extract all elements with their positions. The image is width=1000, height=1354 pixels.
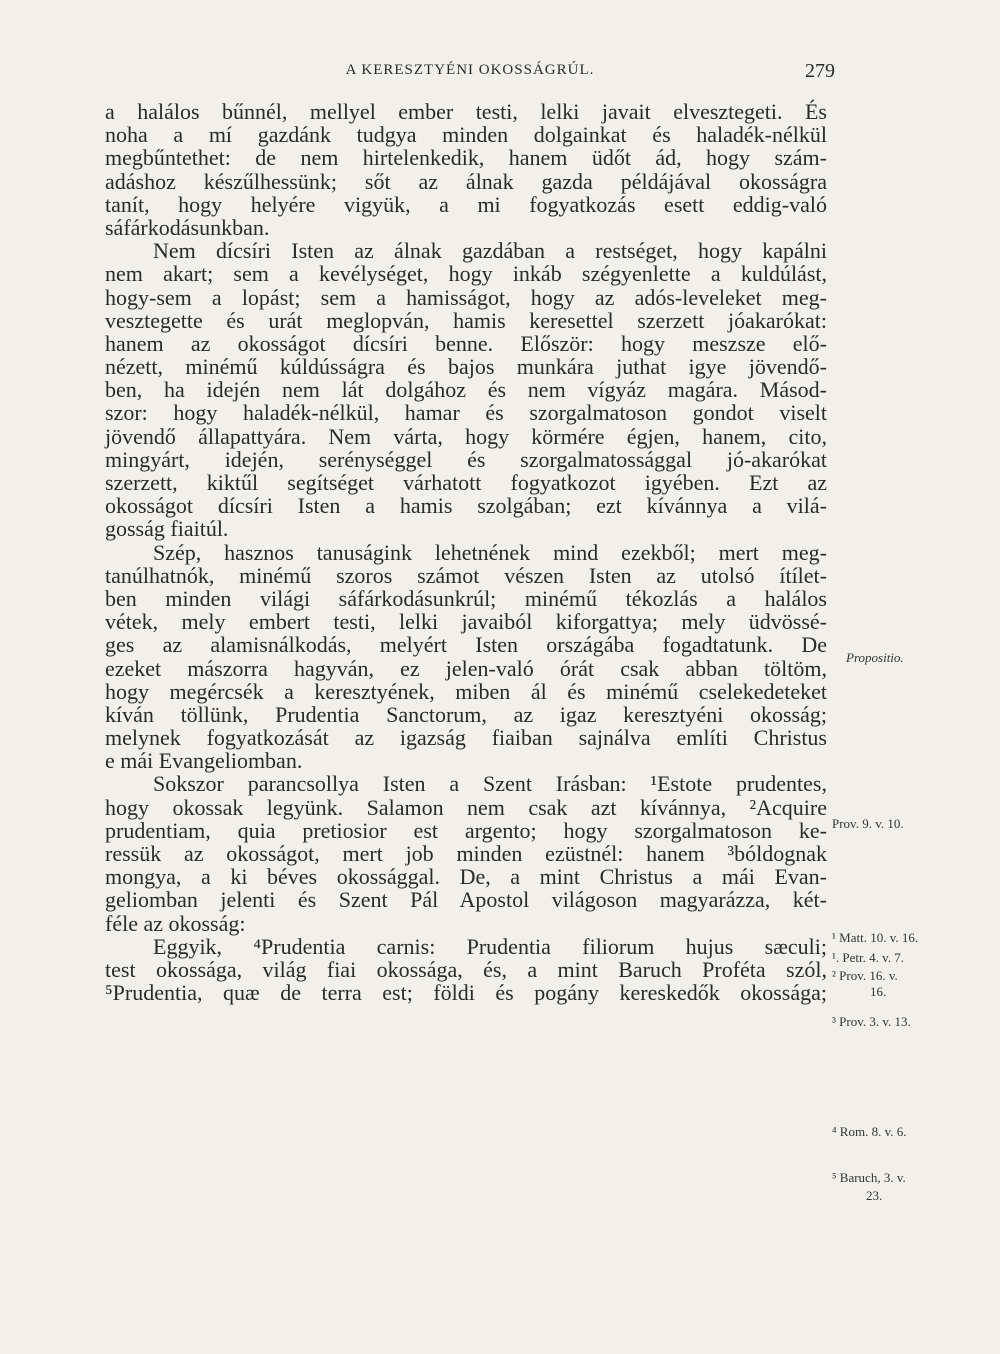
text-line: kíván töllünk, Prudentia Sanctorum, az igaz keresztyéni okosság;: [105, 701, 827, 727]
text-line: hogy-sem a lopást; sem a hamisságot, hogy az adós-leveleket meg-: [105, 284, 827, 310]
text-line: melynek fogyatkozását az igazság fiaiban sajnálva említi Christus: [105, 725, 827, 751]
text-line: féle az okosság:: [105, 910, 246, 936]
text-line: hogy megércsék a keresztyének, miben ál és minémű cselekedeteket: [105, 678, 827, 704]
text-line: ezeket mászorra hagyván, ez jelen-való órát csak abban töltöm,: [105, 655, 827, 681]
text-line: okosságot dícsíri Isten a hamis szolgában; ezt kívánnya a vilá-: [105, 493, 827, 519]
text-line: Sokszor parancsollya Isten a Szent Irásban: ¹Estote prudentes,: [153, 771, 827, 797]
text-line: geliomban jelenti és Szent Pál Apostol világoson magyarázza, két-: [105, 887, 827, 913]
text-line: hanem az okosságot dícsíri benne. Először: hogy meszsze elő-: [105, 330, 827, 356]
text-line: nézett, minémű kúldússágra és bajos munkára juthat igye jövendő-: [105, 354, 827, 380]
margin-note-prov-3: ³ Prov. 3. v. 13.: [832, 1014, 911, 1029]
text-line: gosság fiaitúl.: [105, 516, 229, 542]
text-line: szor: hogy haladék-nélkül, hamar és szorgalmatoson gondot viselt: [105, 400, 827, 426]
margin-note-matt-10: ¹ Matt. 10. v. 16.: [832, 930, 919, 945]
text-line: a halálos bűnnél, mellyel ember testi, lelki javait elvesztegeti. És: [105, 99, 827, 124]
text-line: ressük az okosságot, mert job minden ezüstnél: hanem ³bóldognak: [105, 841, 827, 866]
text-line: megbűntethet: de nem hirtelenkedik, hanem üdőt ád, hogy szám-: [105, 145, 827, 171]
text-line: vesztegette és urát meglopván, hamis keresettel szerzett jóakarókat:: [105, 307, 827, 333]
running-head: A KERESZTYÉNI OKOSSÁGRÚL.: [345, 62, 595, 78]
text-line: szerzett, kiktűl segítséget várhatott fogyatkozot igyében. Ezt az: [105, 470, 827, 495]
text-line: adáshoz készűlhessünk; sőt az álnak gazda példájával okosságra: [105, 168, 827, 194]
text-line: ben, ha idején nem lát dolgához és nem vígyáz magára. Másod-: [105, 377, 827, 403]
text-line: e mái Evangeliomban.: [105, 748, 303, 774]
page-header: [105, 60, 835, 90]
page-number: 279: [805, 60, 835, 82]
margin-note-prov-16-cont: 16.: [870, 984, 887, 999]
text-line: Nem dícsíri Isten az álnak gazdában a restséget, hogy kapálni: [153, 238, 827, 264]
margin-note-prov-16: ² Prov. 16. v.: [832, 968, 898, 983]
text-line: tanúlhatnók, minémű szoros számot vészen Isten az utolsó ítílet-: [105, 562, 827, 588]
text-line: jövendő állapattyára. Nem várta, hogy körmére égjen, hanem, cito,: [105, 423, 827, 449]
text-line: noha a mí gazdánk tudgya minden dolgainkat és haladék-nélkül: [105, 122, 827, 148]
text-line: ges az alamisnálkodás, melyért Isten országába fogadtatunk. De: [105, 632, 827, 658]
text-line: Eggyik, ⁴Prudentia carnis: Prudentia filiorum hujus sæculi;: [153, 933, 827, 959]
text-line: tanít, hogy helyére vigyük, a mi fogyatkozás esett eddig-való: [105, 191, 827, 217]
margin-note-prov-9: Prov. 9. v. 10.: [832, 816, 904, 831]
body-text: [105, 100, 827, 1004]
margin-note-propositio: Propositio.: [846, 650, 904, 665]
text-line: ben minden világi sáfárkodásunkrúl; minémű tékozlás a halálos: [105, 585, 827, 611]
text-line: test okossága, világ fiai okossága, és, a mint Baruch Proféta szól,: [105, 956, 827, 982]
margin-note-baruch-3-cont: 23.: [866, 1188, 883, 1203]
text-line: mongya, a ki béves okossággal. De, a mint Christus a mái Evan-: [105, 864, 827, 890]
text-line: mingyárt, idején, serénységgel és szorgalmatossággal jó-akarókat: [105, 446, 827, 472]
text-line: prudentiam, quia pretiosior est argento; hogy szorgalmatoson ke-: [105, 817, 827, 843]
text-line: vétek, mely embert testi, lelki javaiból kiforgattya; mely üdvössé-: [105, 609, 827, 635]
margin-note-rom-8: ⁴ Rom. 8. v. 6.: [832, 1124, 907, 1139]
margin-note-baruch-3: ⁵ Baruch, 3. v.: [832, 1170, 906, 1185]
text-line: ⁵Prudentia, quæ de terra est; földi és pogány kereskedők okossága;: [105, 980, 827, 1006]
text-line: hogy okossak legyünk. Salamon nem csak azt kívánnya, ²Acquire: [105, 794, 827, 820]
text-line: nem akart; sem a kevélységet, hogy inkáb szégyenlette a kuldúlást,: [105, 261, 827, 287]
text-line: Szép, hasznos tanuságink lehetnének mind ezekből; mert meg-: [153, 539, 827, 565]
text-line: sáfárkodásunkban.: [105, 214, 270, 240]
margin-note-petr-4: ¹. Petr. 4. v. 7.: [832, 950, 905, 965]
